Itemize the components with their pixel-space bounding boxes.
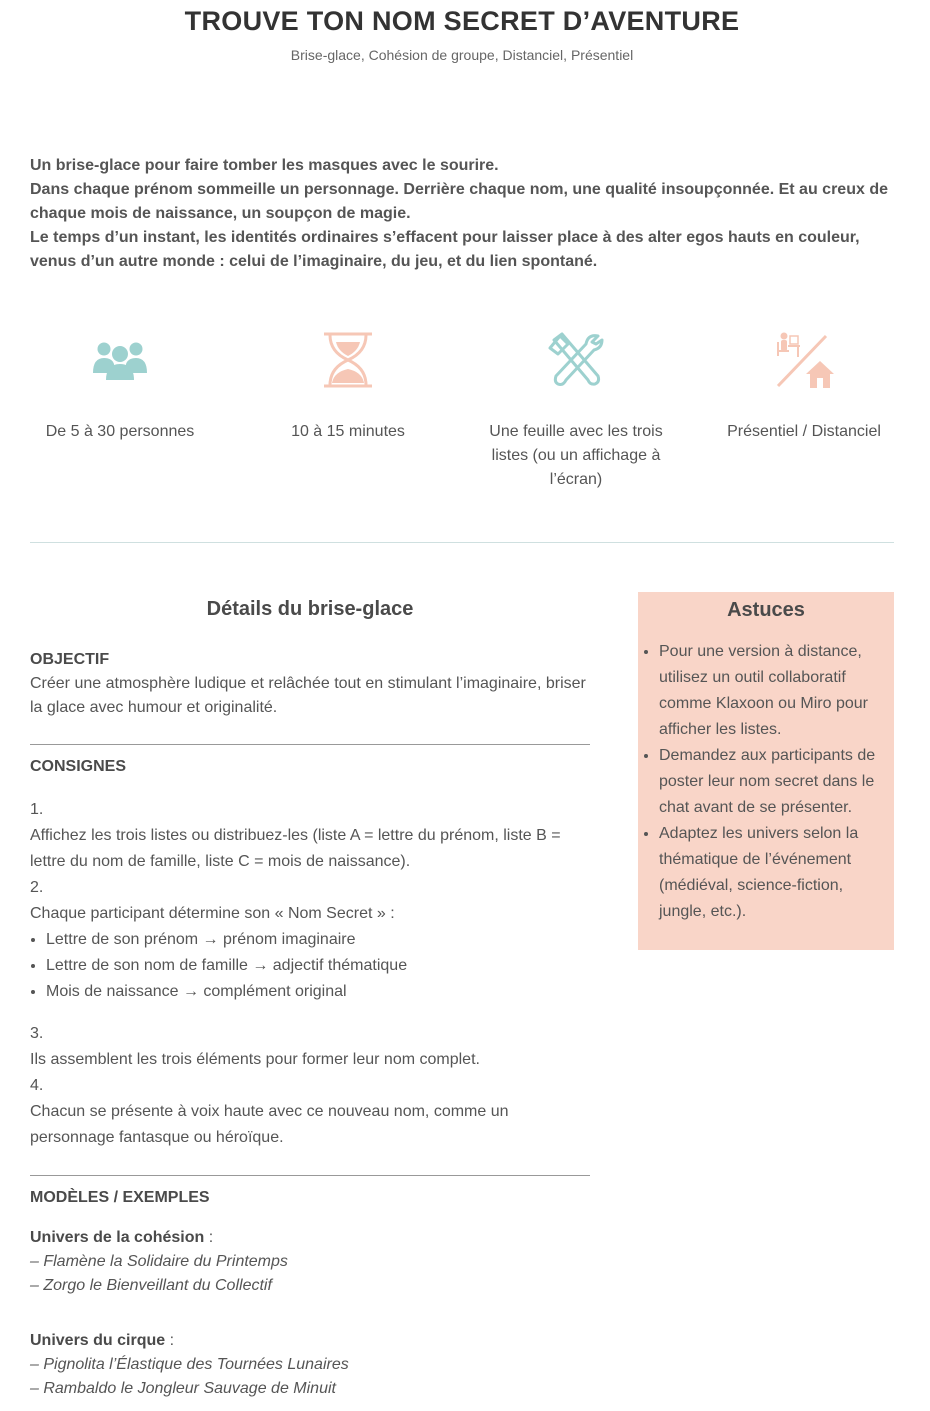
section-rule [30, 1175, 590, 1176]
intro-line: Le temps d’un instant, les identités ordinaires s’effacent pour laisser place à des alter egos hauts en couleur, venus d’un autre monde : celui de l’imaginaire, du jeu, et du lien spontané. [30, 229, 860, 270]
group-people-icon [90, 330, 150, 390]
tips-box [638, 592, 894, 950]
example-item: – Rambaldo le Jongleur Sauvage de Minuit [30, 1380, 336, 1397]
modeles-heading: MODÈLES / EXEMPLES [30, 1189, 210, 1206]
feature-format [704, 330, 904, 444]
tools-icon [546, 330, 606, 390]
section-divider [30, 542, 894, 543]
example-item: – Zorgo le Bienveillant du Collectif [30, 1277, 272, 1294]
details-section [30, 594, 590, 1401]
step-text: Affichez les trois listes ou distribuez-les (liste A = lettre du prénom, liste B = lettre du nom de famille, liste C = mois de naissance). [30, 827, 561, 870]
step-number: 3. [30, 1025, 44, 1042]
consignes-steps [30, 797, 590, 1151]
feature-participants [20, 330, 220, 444]
section-rule [30, 744, 590, 745]
list-item: • Lettre de son nom de famille → adjectif thématique [46, 953, 590, 979]
feature-label: 10 à 15 minutes [291, 423, 405, 440]
tip-item: • Pour une version à distance, utilisez un outil collaboratif comme Klaxoon ou Miro pour afficher les listes. [659, 639, 894, 743]
category-tags: Brise-glace, Cohésion de groupe, Distanciel, Présentiel [290, 47, 634, 63]
example-heading [30, 1329, 590, 1353]
tip-item: • Adaptez les univers selon la thématique de l’événement (médiéval, science-fiction, jungle, etc.). [659, 821, 894, 925]
intro-line: Dans chaque prénom sommeille un personnage. Derrière chaque nom, une qualité insoupçonnée. Et au creux de chaque mois de naissance, un soupçon de magie. [30, 181, 888, 222]
feature-material [476, 330, 676, 492]
example-suffix: : [165, 1332, 175, 1349]
list-item: • Mois de naissance → complément original [46, 979, 590, 1005]
example-universe: Univers du cirque [30, 1332, 166, 1349]
step-text: Chaque participant détermine son « Nom Secret » : [30, 905, 395, 922]
example-heading [30, 1226, 590, 1250]
step-number: 1. [30, 801, 44, 818]
step-text: Ils assemblent les trois éléments pour former leur nom complet. [30, 1051, 480, 1068]
example-item: – Pignolita l’Élastique des Tournées Lunaires [30, 1356, 349, 1373]
step-bullets [30, 927, 590, 1005]
example-universe: Univers de la cohésion [30, 1229, 205, 1246]
example-item: – Flamène la Solidaire du Printemps [30, 1253, 288, 1270]
tips-list [638, 639, 894, 925]
intro-text [30, 154, 896, 274]
step-number: 2. [30, 879, 44, 896]
feature-label: Une feuille avec les trois listes (ou un affichage à l’écran) [489, 423, 663, 488]
consignes-heading: CONSIGNES [30, 758, 127, 775]
feature-label: Présentiel / Distanciel [727, 423, 881, 440]
objectif-text: Créer une atmosphère ludique et relâchée tout en stimulant l’imaginaire, briser la glace avec humour et originalité. [30, 675, 586, 716]
feature-duration [248, 330, 448, 444]
step-text: Chacun se présente à voix haute avec ce nouveau nom, comme un personnage fantasque ou héroïque. [30, 1103, 509, 1146]
tip-item: • Demandez aux participants de poster leur nom secret dans le chat avant de se présenter. [659, 743, 894, 821]
intro-line: Un brise-glace pour faire tomber les masques avec le sourire. [30, 157, 499, 174]
office-home-icon [774, 330, 834, 390]
step-number: 4. [30, 1077, 44, 1094]
details-title: Détails du brise-glace [206, 598, 414, 620]
tips-title: Astuces [727, 599, 805, 621]
page-title: TROUVE TON NOM SECRET D’AVENTURE [184, 6, 740, 36]
list-item: • Lettre de son prénom → prénom imaginaire [46, 927, 590, 953]
example-suffix: : [204, 1229, 214, 1246]
feature-label: De 5 à 30 personnes [45, 423, 195, 440]
hourglass-icon [318, 330, 378, 390]
objectif-heading: OBJECTIF [30, 651, 110, 668]
